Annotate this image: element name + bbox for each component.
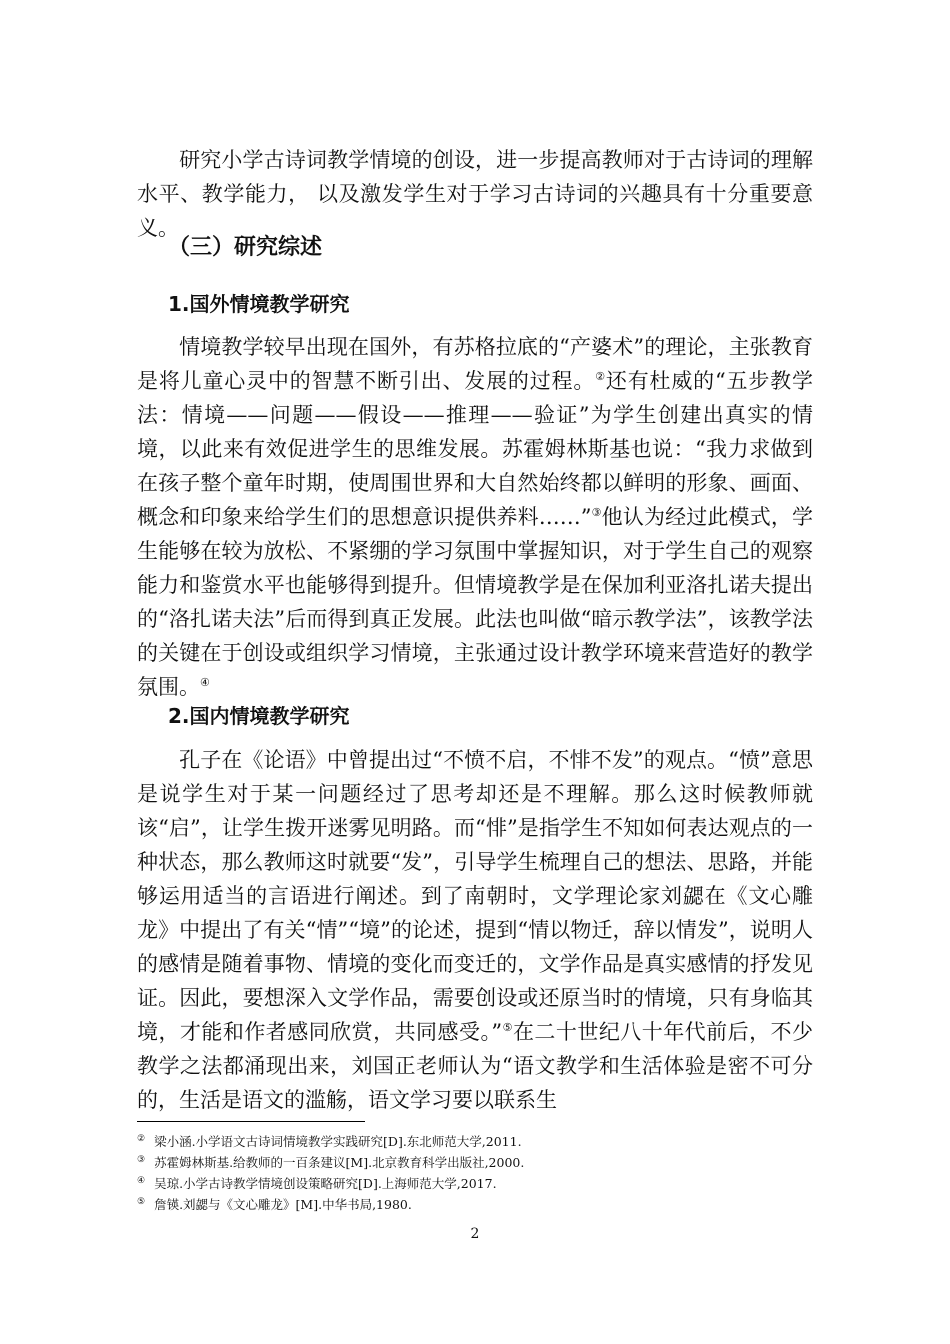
domestic-research-paragraph [137, 743, 813, 1117]
footnote-item [137, 1193, 837, 1214]
footnote-item [137, 1172, 837, 1193]
section-heading: （三）研究综述 [168, 235, 323, 260]
footnote-mark: ③ [137, 1155, 146, 1166]
footnote-text: 詹锳.刘勰与《文心雕龙》[M].中华书局,1980. [154, 1197, 412, 1213]
domestic-text-a: 孔子在《论语》中曾提出过“不愤不启，不悱不发”的观点。“愤”意思是说学生对于某一问题经过了思考却还是不理解。那么这时候教师就该“启”，让学生拨开迷雾见明路。而“悱”是指学生不知如何表达观点的一种状态，那么教师这时就要“发”，引导学生梳理自己的想法、思路，并能够运用适当的言语进行阐述。到了南朝时，文学理论家刘勰在《文心雕龙》中提出了有关“情”“境”的论述，提到“情以物迁，辞以情发”，说明人的感情是随着事物、情境的变化而变迁的，文学作品是真实感情的抒发见证。因此，要想深入文学作品，需要创设或还原当时的情境，只有身临其境，才能和作者感同欣赏，共同感受。” [137, 748, 813, 1044]
intro-text: 研究小学古诗词教学情境的创设，进一步提高教师对于古诗词的理解水平、教学能力， 以及激发学生对于学习古诗词的兴趣具有十分重要意义。 [137, 148, 813, 240]
footnote-text: 梁小涵.小学语文古诗词情境教学实践研究[D].东北师范大学,2011. [154, 1134, 522, 1150]
foreign-text-c: 他认为经过此模式，学生能够在较为放松、不紧绷的学习氛围中掌握知识，对于学生自己的观察能力和鉴赏水平也能够得到提升。但情境教学是在保加利亚洛扎诺夫提出的“洛扎诺夫法”后而得到真正发展。此法也叫做“暗示教学法”，该教学法的关键在于创设或组织学习情境，主张通过设计教学环境来营造好的教学氛围。 [137, 505, 813, 699]
footnotes [137, 1130, 837, 1215]
footnote-ref-3[interactable]: ③ [591, 506, 602, 519]
foreign-text-a: 情境教学较早出现在国外，有苏格拉底的“产婆术”的理论，主张教育是将儿童心灵中的智慧不断引出、发展的过程。 [137, 335, 813, 393]
footnote-text: 吴琼.小学古诗教学情境创设策略研究[D].上海师范大学,2017. [154, 1176, 497, 1192]
subsection-heading-foreign: 1.国外情境教学研究 [168, 292, 350, 316]
footnote-ref-5[interactable]: ⑤ [502, 1021, 513, 1034]
foreign-text-b: 还有杜威的“五步教学法：情境——问题——假设——推理——验证”为学生创建出真实的情境，以此来有效促进学生的思维发展。苏霍姆林斯基也说：“我力求做到在孩子整个童年时期，使周围世界和大自然始终都以鲜明的形象、画面、概念和印象来给学生们的思想意识提供养料……” [137, 369, 813, 529]
footnote-text: 苏霍姆林斯基.给教师的一百条建议[M].北京教育科学出版社,2000. [154, 1155, 525, 1171]
foreign-research-paragraph [137, 330, 813, 704]
page-number: 2 [470, 1226, 480, 1242]
footnote-ref-2[interactable]: ② [595, 370, 606, 383]
domestic-text-b: 在二十世纪八十年代前后，不少教学之法都涌现出来，刘国正老师认为“语文教学和生活体验是密不可分的，生活是语文的滥觞，语文学习要以联系生 [137, 1020, 814, 1112]
footnote-mark: ② [137, 1134, 146, 1144]
footnote-ref-4[interactable]: ④ [200, 676, 210, 689]
footnote-mark: ④ [137, 1176, 146, 1187]
footnote-divider [137, 1121, 365, 1122]
footnote-item [137, 1151, 837, 1172]
footnote-item [137, 1130, 837, 1151]
subsection-heading-domestic: 2.国内情境教学研究 [168, 704, 350, 728]
footnote-mark: ⑤ [137, 1197, 146, 1208]
